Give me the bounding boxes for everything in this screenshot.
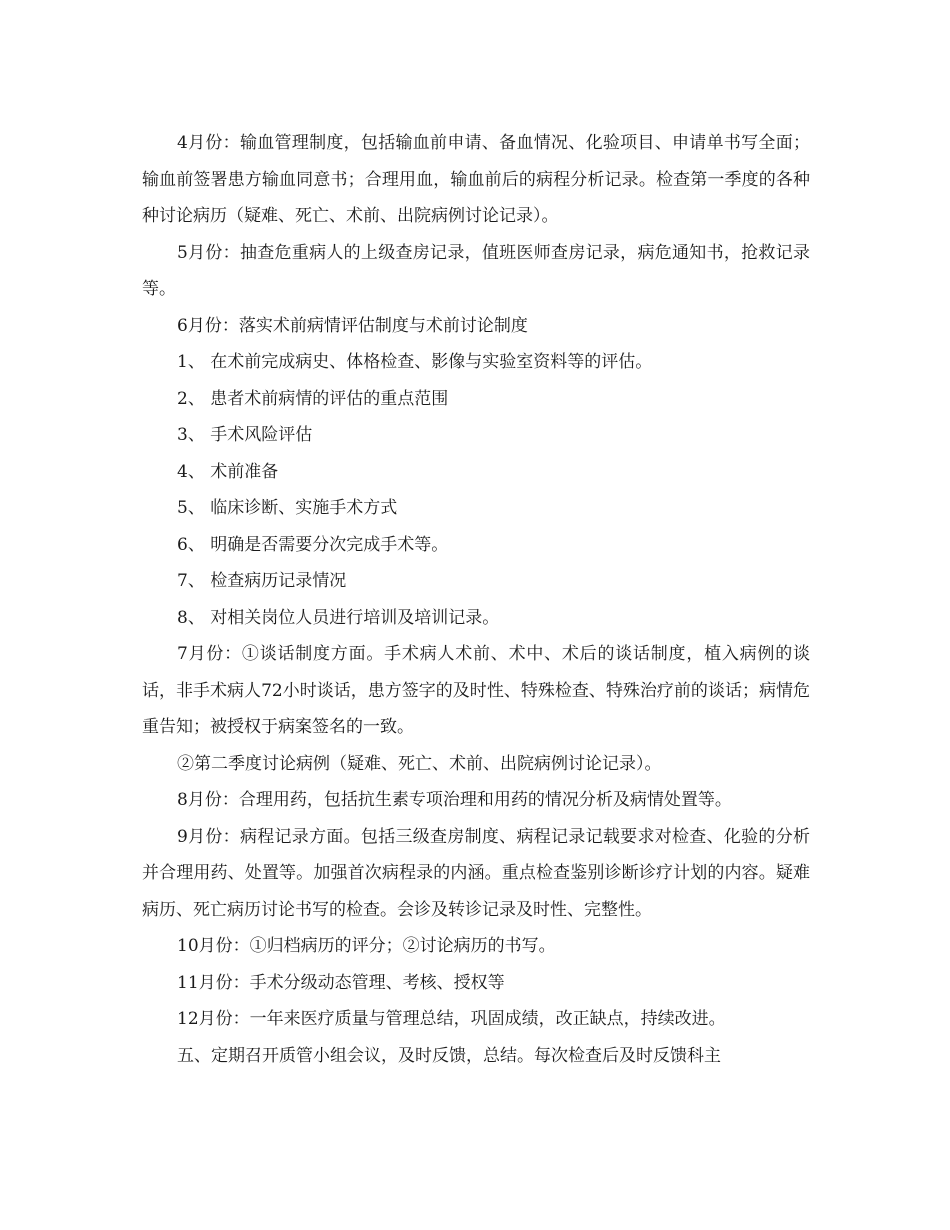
list-item: 3、 手术风险评估	[177, 425, 313, 445]
list-item: 6、 明确是否需要分次完成手术等。	[177, 534, 449, 555]
paragraph-july: 7月份：①谈话制度方面。手术病人术前、术中、术后的谈话制度，植入病例的谈话，非手术病人72小时谈话，患方签字的及时性、特殊检查、特殊治疗前的谈话；病情危重告知；被授权于病案签名的一致。	[142, 644, 810, 737]
list-item: 5、 临床诊断、实施手术方式	[177, 498, 398, 518]
paragraph-may: 5月份：抽查危重病人的上级查房记录，值班医师查房记录，病危通知书，抢救记录等。	[142, 242, 810, 299]
paragraph-december: 12月份：一年来医疗质量与管理总结，巩固成绩，改正缺点，持续改进。	[177, 1009, 726, 1029]
paragraph-september: 9月份：病程记录方面。包括三级查房制度、病程记录记载要求对检查、化验的分析并合理用药、处置等。加强首次病程录的内涵。重点检查鉴别诊断诊疗计划的内容。疑难病历、死亡病历讨论书写的检查。会诊及转诊记录及时性、完整性。	[142, 826, 810, 920]
paragraph-november: 11月份：手术分级动态管理、考核、授权等	[177, 972, 505, 993]
paragraph-section-five: 五、定期召开质管小组会议，及时反馈，总结。每次检查后及时反馈科主	[177, 1045, 721, 1066]
list-item: 7、 检查病历记录情况	[177, 571, 347, 591]
paragraph-august: 8月份：合理用药，包括抗生素专项治理和用药的情况分析及病情处置等。	[177, 790, 732, 810]
list-item: 4、 术前准备	[177, 461, 279, 482]
list-item: 2、 患者术前病情的评估的重点范围	[177, 388, 449, 409]
list-item: 8、 对相关岗位人员进行培训及培训记录。	[177, 607, 500, 628]
paragraph-october: 10月份：①归档病历的评分；②讨论病历的书写。	[177, 936, 556, 956]
paragraph-july-item-2: ②第二季度讨论病例（疑难、死亡、术前、出院病例讨论记录）。	[177, 753, 662, 774]
document-body	[142, 125, 810, 1074]
list-item: 1、 在术前完成病史、体格检查、影像与实验室资料等的评估。	[177, 352, 653, 372]
paragraph-april: 4月份：输血管理制度，包括输血前申请、备血情况、化验项目、申请单书写全面；输血前签署患方输血同意书；合理用血，输血前后的病程分析记录。检查第一季度的各种种讨论病历（疑难、死亡、术前、出院病例讨论记录）。	[142, 133, 810, 226]
paragraph-june: 6月份：落实术前病情评估制度与术前讨论制度	[177, 315, 528, 336]
